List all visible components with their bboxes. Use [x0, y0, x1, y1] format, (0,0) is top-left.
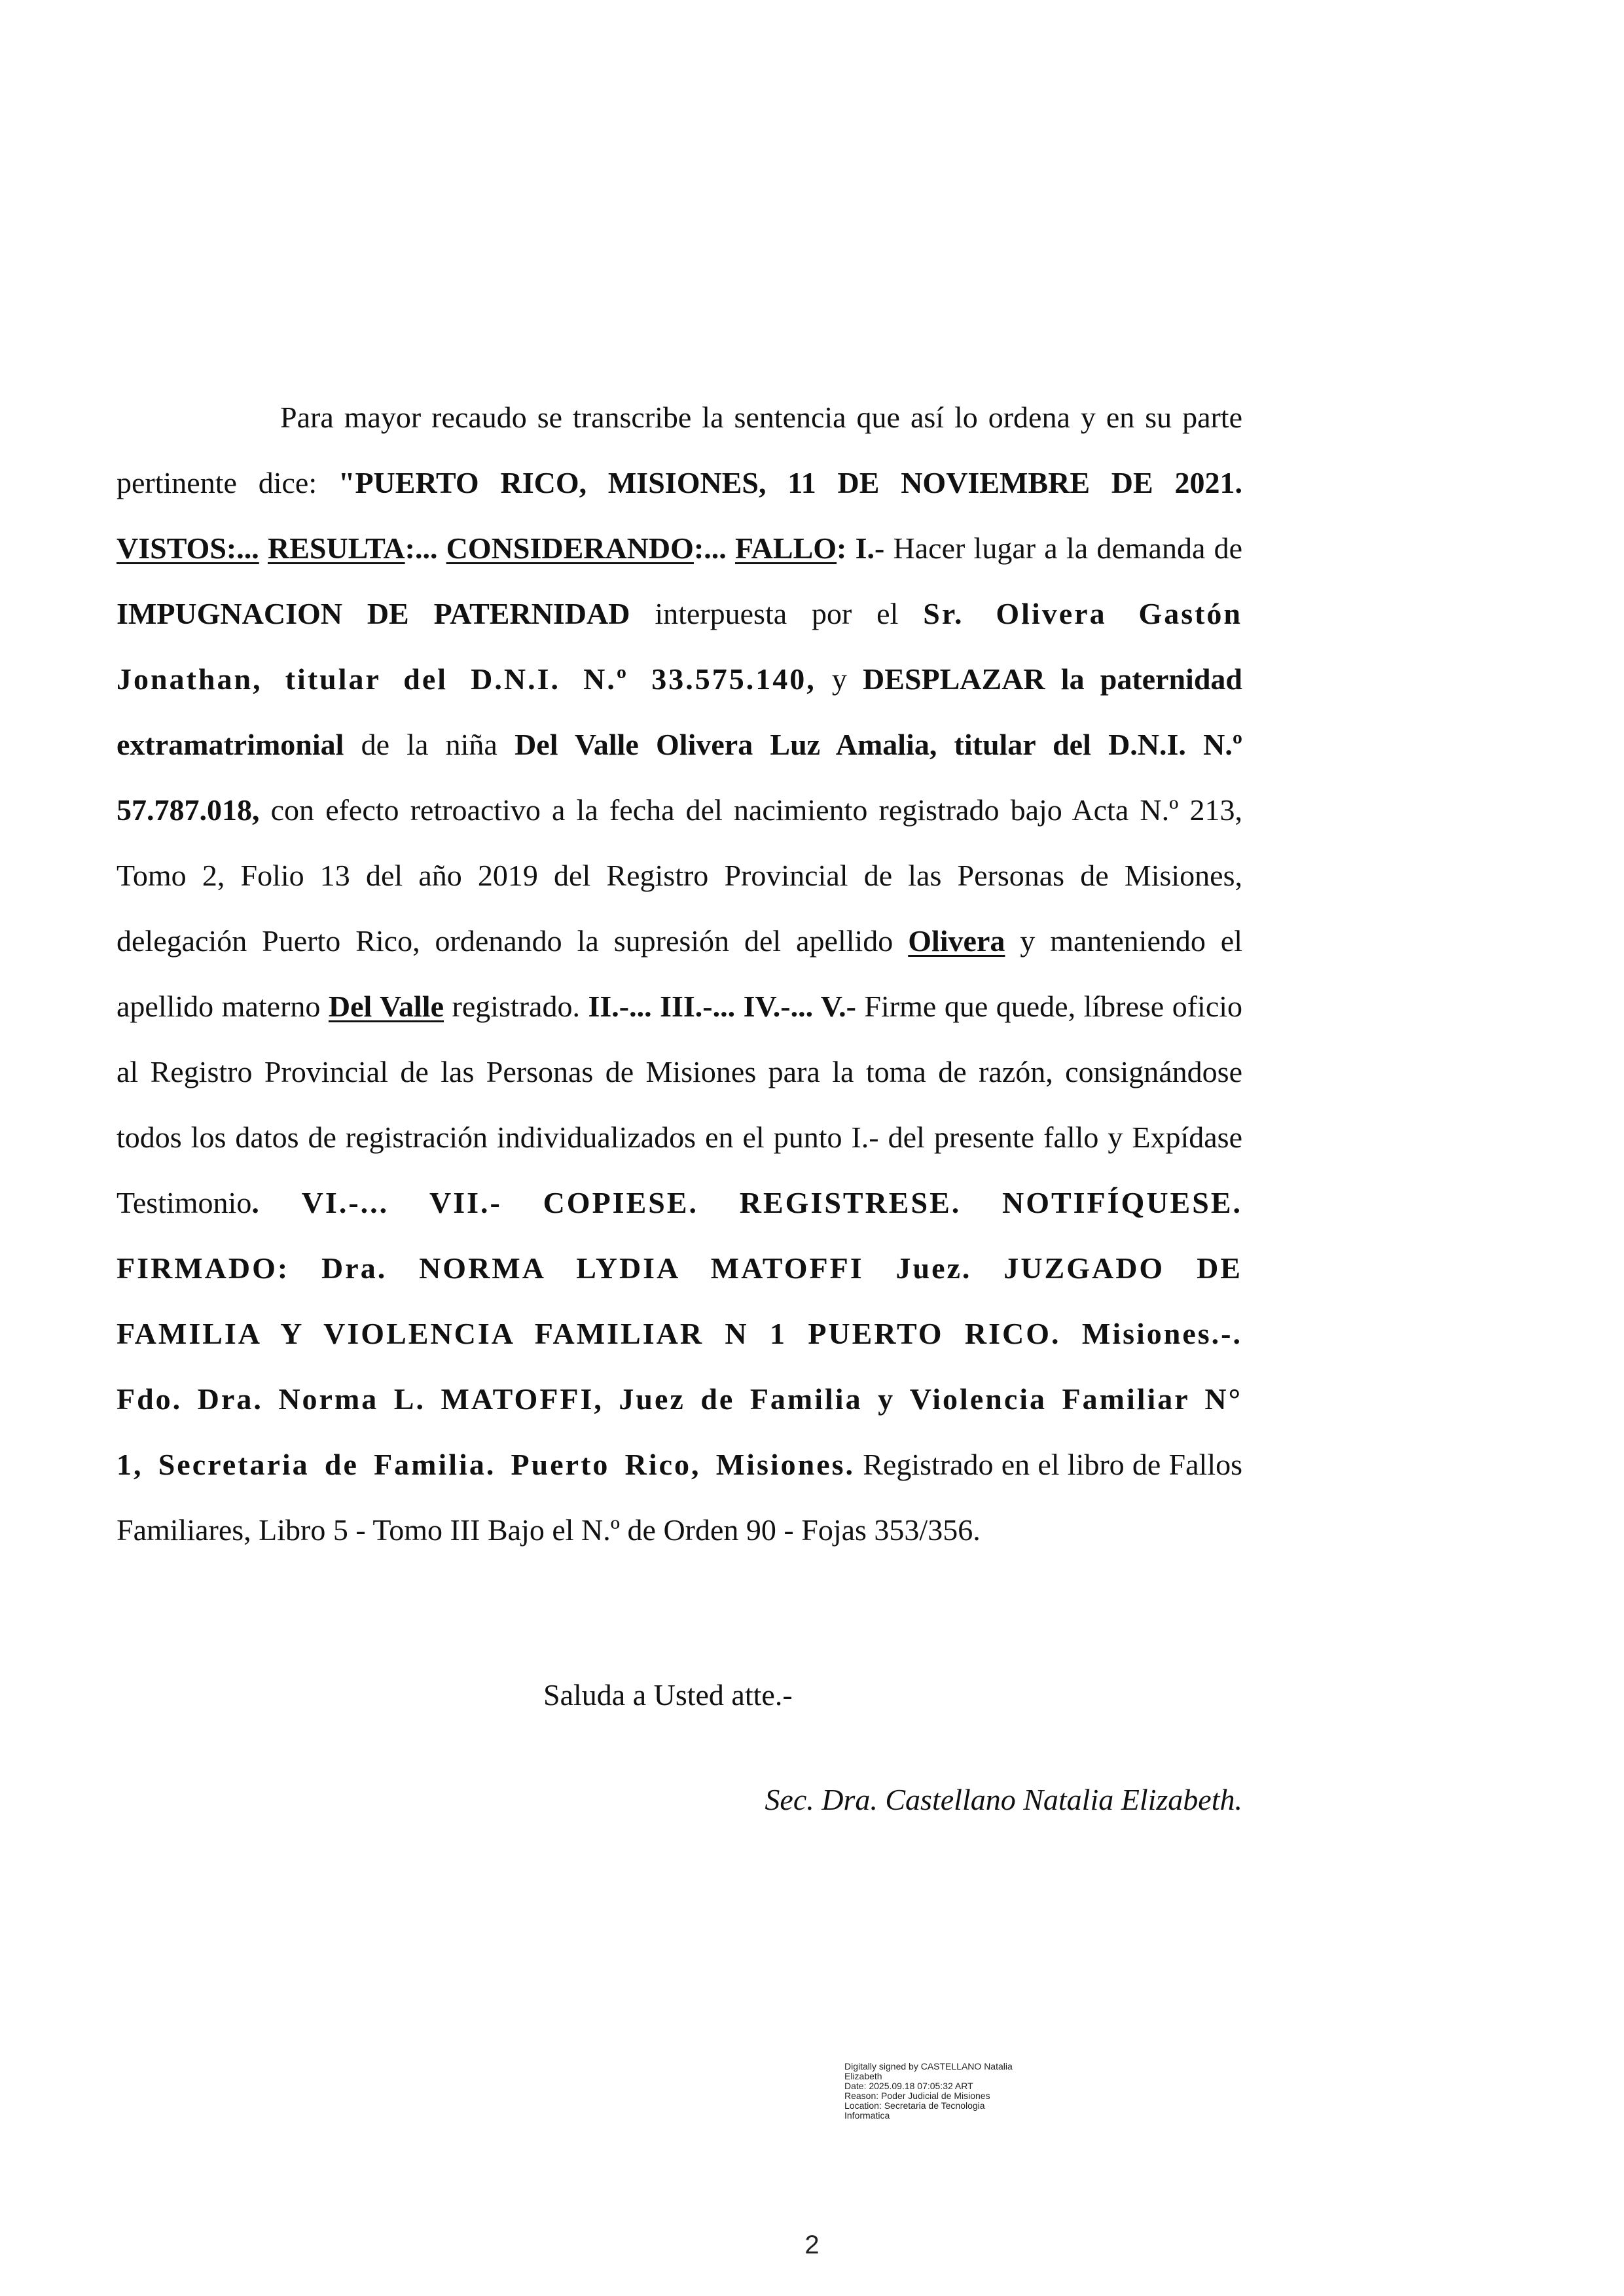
signature-block: . VI.-... VII.- COPIESE. REGISTRESE. NOTIFÍQUESE. FIRMADO: Dra. NORMA LYDIA MATOFFI Juez. JUZGADO DE FAMILIA Y VIOLENCIA FAMILIAR N 1 PUERTO RICO. Misiones.-. Fdo. Dra. Norma L. MATOFFI, Juez de Familia y Violencia Familiar N° 1, Secretaria de Familia. Puerto Rico, Misiones. [117, 1186, 1242, 1481]
page-number: 2 [804, 2231, 820, 2259]
maternal-surname: Del Valle [328, 990, 444, 1023]
transcript-paragraph: Para mayor recaudo se transcribe la sentencia que así lo ordena y en su parte pertinente dice: "PUERTO RICO, MISIONES, 11 DE NOVIEMBRE DE 2021. VISTOS:... RESULTA:... CONSIDERANDO:... FALLO: I.- Hacer lugar a la demanda de IMPUGNACION DE PATERNIDAD interpuesta por el Sr. Olivera Gastón Jonathan, titular del D.N.I. N.º 33.575.140, y DESPLAZAR la paternidad extramatrimonial de la niña Del Valle Olivera Luz Amalia, titular del D.N.I. N.º 57.787.018, con efecto retroactivo a la fecha del nacimiento registrado bajo Acta N.º 213, Tomo 2, Folio 13 del año 2019 del Registro Provincial de las Personas de Misiones, delegación Puerto Rico, ordenando la supresión del apellido Olivera y manteniendo el apellido materno Del Valle registrado. II.-... III.-... IV.-... V.- Firme que quede, líbrese oficio al Registro Provincial de las Personas de Misiones para la toma de razón, consignándose todos los datos de registración individualizados en el punto I.- del presente fallo y Expídase Testimonio. VI.-... VII.- COPIESE. REGISTRESE. NOTIFÍQUESE. FIRMADO: Dra. NORMA LYDIA MATOFFI Juez. JUZGADO DE FAMILIA Y VIOLENCIA FAMILIAR N 1 PUERTO RICO. Misiones.-. Fdo. Dra. Norma L. MATOFFI, Juez de Familia y Violencia Familiar N° 1, Secretaria de Familia. Puerto Rico, Misiones. Registrado en el libro de Fallos Familiares, Libro 5 - Tomo III Bajo el N.º de Orden 90 - Fojas 353/356. [117, 401, 1243, 1547]
sections-ii-v: II.-... III.-... IV.-... V.- [588, 990, 856, 1023]
ruling-header: "PUERTO RICO, MISIONES, 11 DE NOVIEMBRE DE 2021. [338, 466, 1242, 499]
closing-salutation: Saluda a Usted atte.- [543, 1678, 793, 1712]
signer-name: Sec. Dra. Castellano Natalia Elizabeth. [765, 1783, 1242, 1816]
demand-type: IMPUGNACION DE PATERNIDAD [117, 597, 630, 630]
resulta-heading: RESULTA [267, 531, 405, 565]
suppressed-surname: Olivera [908, 924, 1005, 958]
vistos-heading: VISTOS:... [117, 531, 259, 565]
plaintiff-id: Sr. Olivera Gastón Jonathan, titular del D.N.I. N.º 33.575.140, [117, 597, 1243, 696]
considerando-heading: CONSIDERANDO [446, 531, 694, 565]
digital-signature-stamp: Digitally signed by CASTELLANO Natalia Elizabeth Date: 2025.09.18 07:05:32 ART Reason: Poder Judicial de Misiones Location: Secretaria de Tecnologia Informatica [844, 2061, 1013, 2121]
child-id: Del Valle Olivera Luz Amalia, titular del D.N.I. N.º 57.787.018, [117, 728, 1243, 827]
displacement-order: DESPLAZAR la paternidad extramatrimonial [117, 662, 1243, 761]
sentence-transcript [117, 385, 1242, 1563]
fallo-heading: FALLO [734, 531, 837, 565]
registry-note: Registrado en el libro de Fallos Familiares, Libro 5 - Tomo III Bajo el N.º de Orden 90 - Fojas 353/356. [117, 1448, 1242, 1547]
intro-text: Para mayor recaudo se transcribe la sentencia que así lo ordena y en su parte pertinente dice: [117, 401, 1242, 499]
